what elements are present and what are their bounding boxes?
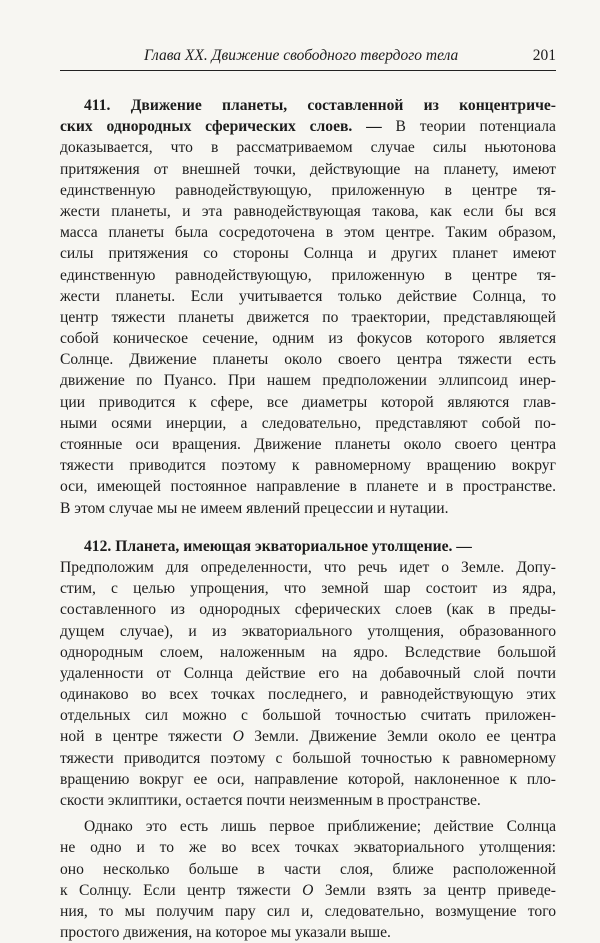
text-line: оси, имеющей постоянное направление в планете и в пространстве.: [60, 478, 556, 496]
text-line: доказывается, что в рассматриваемом случае силы ньютонова: [60, 139, 556, 157]
text-line: Однако это есть лишь первое приближение; действие Солнца: [84, 818, 556, 836]
text-line: ния, то мы получим пару сил и, следовательно, возмущение того: [60, 902, 556, 920]
text-line: движение по Пуансо. При нашем предположении эллипсоид инер-: [60, 372, 556, 390]
text-line: жести планеты. Если учитывается только действие Солнца, то: [60, 287, 556, 305]
text-line: ции приводится к сфере, все диаметры которой являются глав-: [60, 393, 556, 411]
section-411-heading-end: ских однородных сферических слоев. —: [60, 118, 382, 136]
text-line: единственную равнодействующую, приложенную в центре тя-: [60, 181, 556, 199]
text-line: масса планеты была сосредоточена в этом центре. Таким образом,: [60, 224, 556, 242]
section-412-heading: 412. Планета, имеющая экваториальное утолщение. —: [84, 537, 472, 555]
text-line: [60, 880, 556, 901]
text-line: силы притяжения со стороны Солнца и других планет имеют: [60, 245, 556, 263]
text-line: не одно и то же во всех точках экваториального утолщения:: [60, 839, 556, 857]
text-fragment: Земли взять за центр приведе-: [313, 881, 556, 899]
text-line: однородным слоем, наложенным на ядро. Вследствие большой: [60, 643, 556, 661]
text-line: тяжести приводится поэтому с большой точностью к равномерному: [60, 749, 556, 767]
section-411: [60, 95, 556, 519]
section-411-heading-line-2: [60, 116, 556, 137]
text-line: составленного из однородных сферических слоев (как в преды-: [60, 601, 556, 619]
text-fragment: Земли. Движение Земли около ее центра: [243, 728, 556, 746]
text-line: единственную равнодействующую, приложенную в центре тя-: [60, 266, 556, 284]
text-line: дущем случае), и из экваториального утолщения, образованного: [60, 622, 556, 640]
text-fragment: ной в центре тяжести: [60, 728, 233, 746]
text-line: стоянные оси вращения. Движение планеты около своего центра: [60, 436, 556, 453]
text-line: Предположим для определенности, что речь идет о Земле. Допу-: [60, 558, 556, 576]
text-fragment: к Солнцу. Если центр тяжести: [60, 881, 303, 899]
running-header: [60, 46, 556, 71]
text-line: вращению вокруг ее оси, направление которой, наклоненное к пло-: [60, 770, 556, 788]
text-line: тяжести приводится поэтому к равномерному вращению вокруг: [60, 457, 556, 475]
text-line: центр тяжести планеты движется по траектории, представляющей: [60, 308, 556, 326]
math-variable: O: [302, 881, 314, 899]
text-line: притяжения от внешней точки, действующие на планету, имеют: [60, 160, 556, 178]
text-line: В этом случае мы не имеем явлений прецессии и нутации.: [60, 499, 449, 517]
section-411-text-start: В теории потенциала: [381, 118, 556, 136]
section-412: [60, 536, 556, 943]
text-line: оно несколько больше в части слоя, ближе расположенной: [60, 860, 556, 878]
math-variable: O: [232, 728, 244, 746]
section-411-heading-line-1: 411. Движение планеты, составленной из концентриче-: [84, 97, 556, 114]
text-line: отдельных сил можно с большой точностью считать приложен-: [60, 707, 556, 725]
text-line: ными осями инерции, а следовательно, представляют собой по-: [60, 414, 556, 432]
text-line: [60, 726, 556, 747]
text-line: собой коническое сечение, одним из фокусов которого является: [60, 330, 556, 348]
page-body: [60, 95, 556, 943]
text-line: стим, с целью упрощения, что земной шар состоит из ядра,: [60, 580, 556, 598]
text-line: простого движения, на которое мы указали выше.: [60, 924, 391, 942]
text-line: скости эклиптики, остается почти неизменным в пространстве.: [60, 792, 481, 809]
page-number: 201: [532, 47, 556, 64]
chapter-running-title: Глава XX. Движение свободного твердого тела: [144, 47, 459, 64]
text-line: жести планеты, и эта равнодействующая такова, как если бы вся: [60, 202, 556, 220]
text-line: Солнце. Движение планеты около своего центра тяжести есть: [60, 351, 556, 369]
text-line: удаленности от Солнца действие его на добавочный слой почти: [60, 664, 556, 682]
text-line: одинаково во всех точках последнего, и равнодействующую этих: [60, 686, 556, 704]
